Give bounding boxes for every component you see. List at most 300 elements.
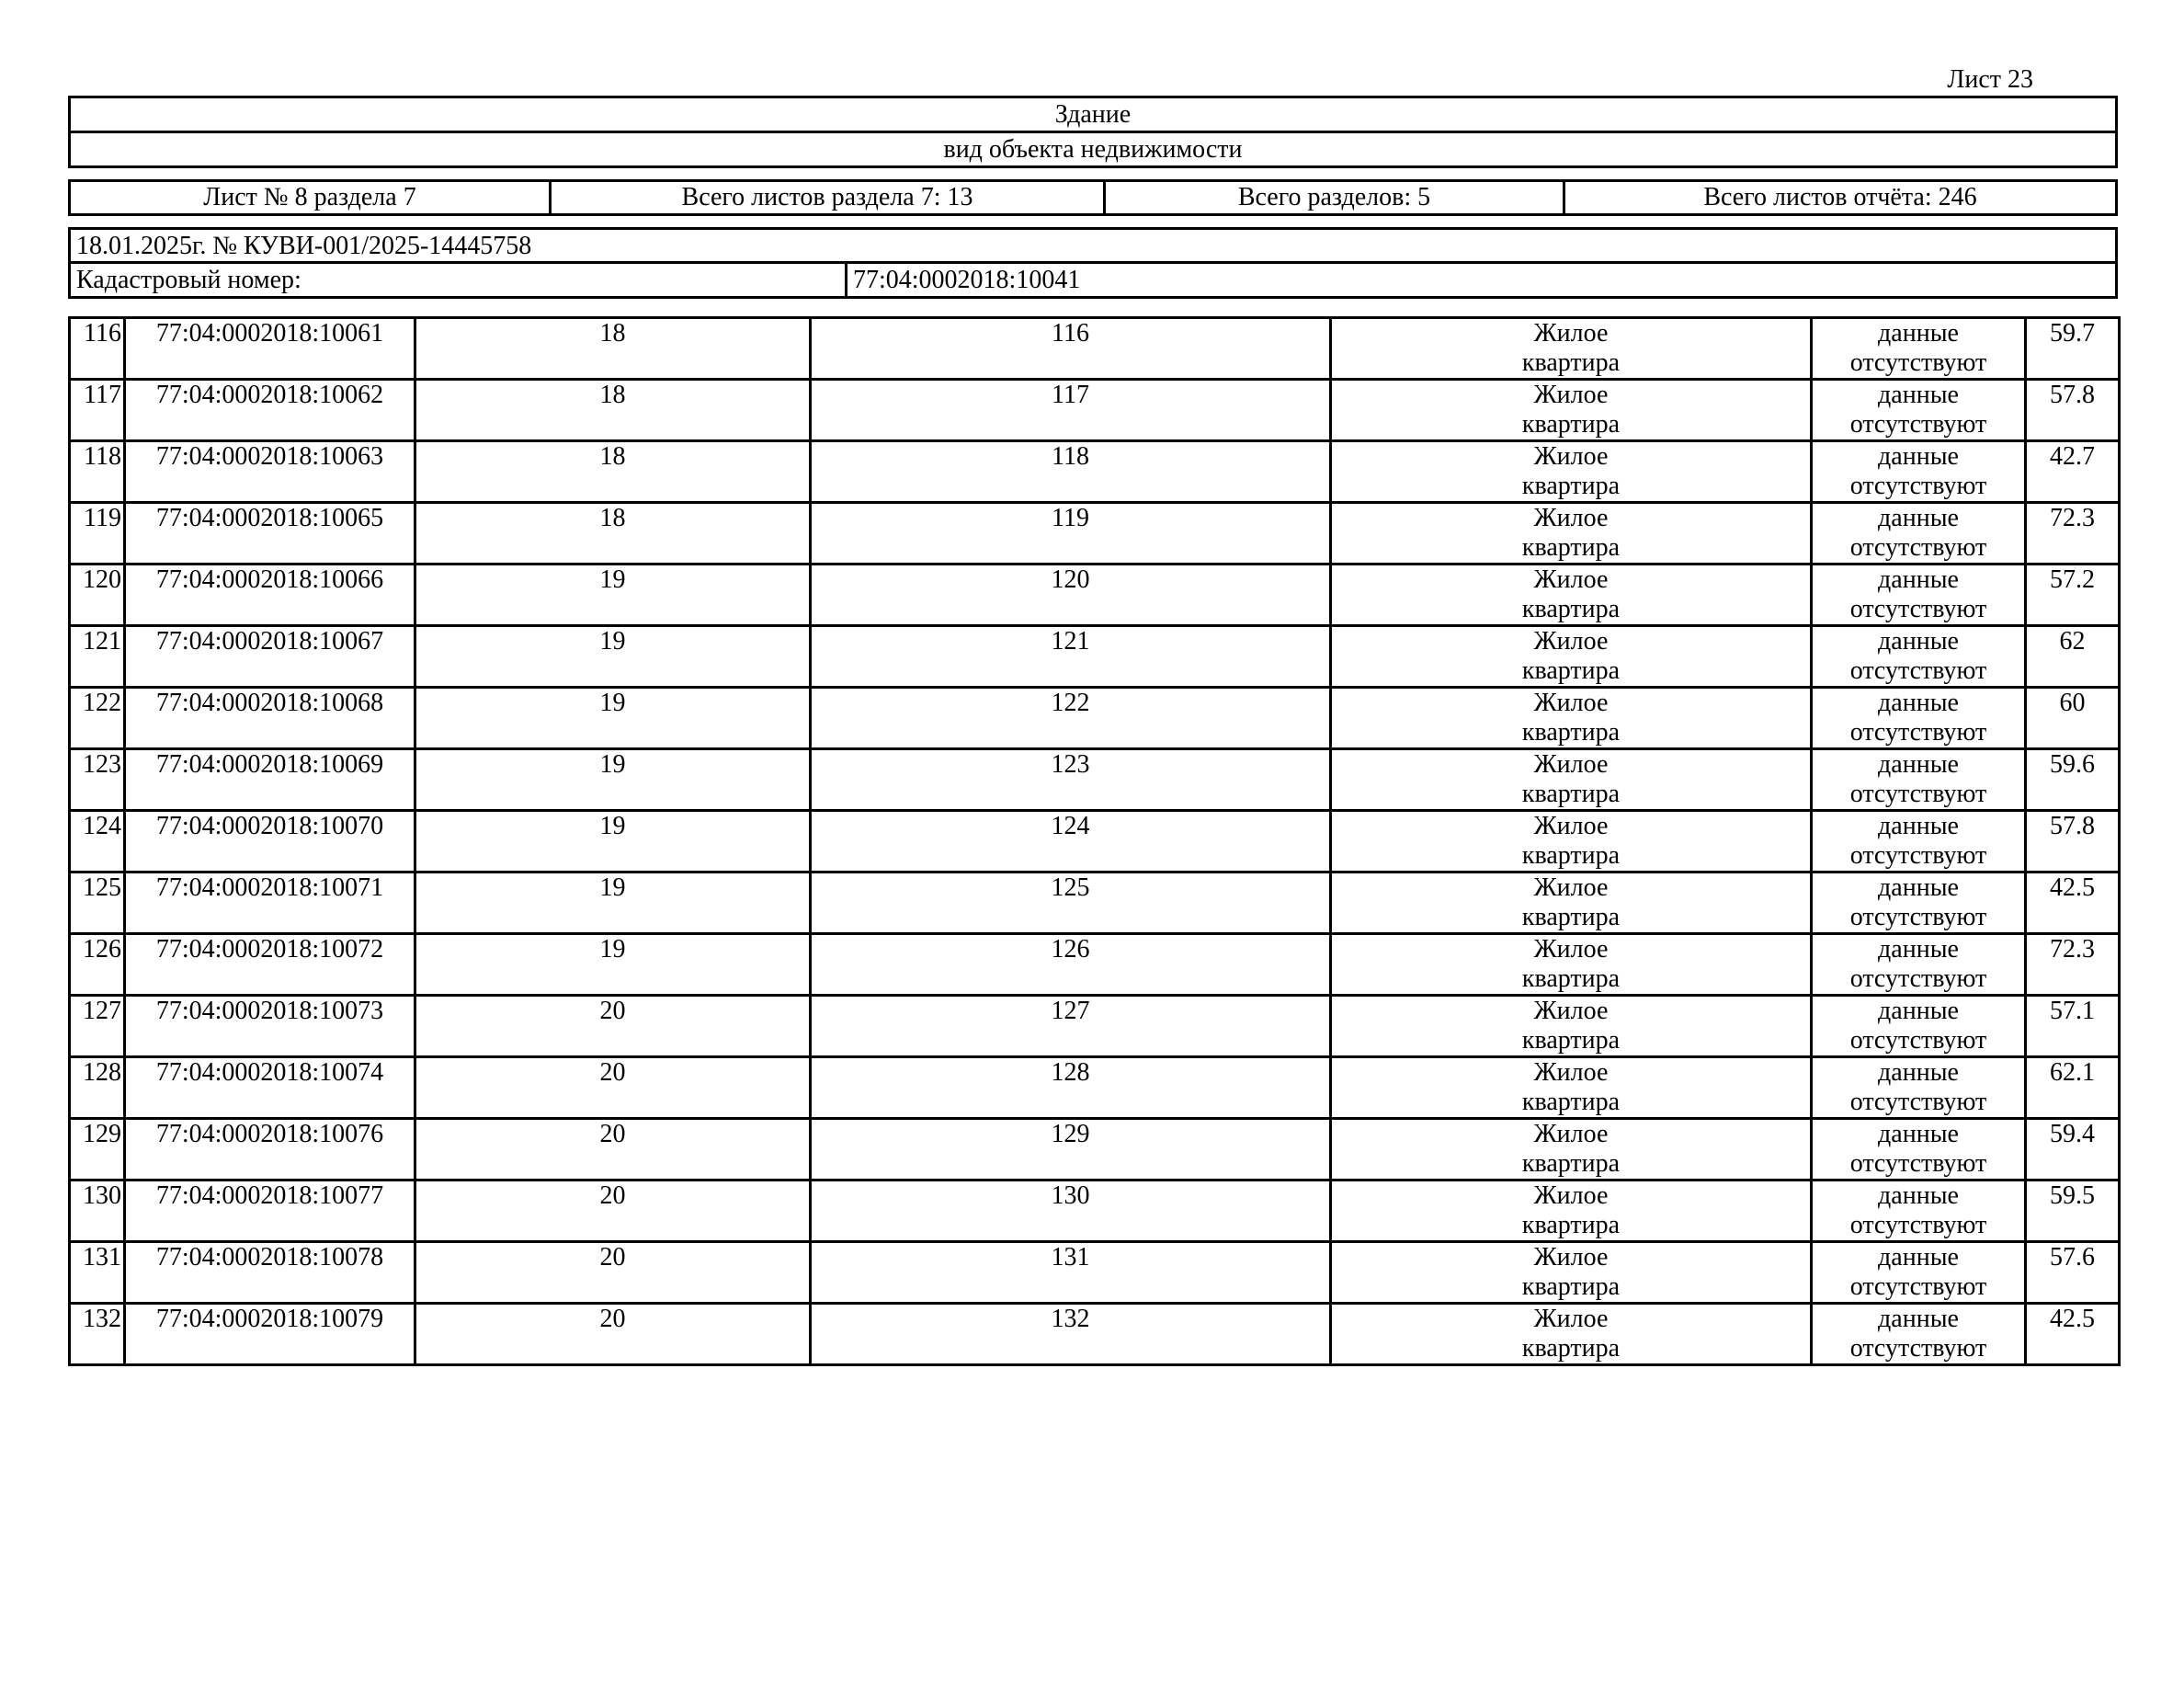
premises-kind-line-2: квартира (1521, 1149, 1621, 1178)
flat-number-cell (811, 441, 1331, 503)
flat-number-cell (811, 749, 1331, 811)
premises-kind-line-2: квартира (1521, 533, 1621, 562)
row-number-cell (70, 1304, 125, 1365)
premises-kind-cell (1331, 1119, 1812, 1180)
row-number-cell (70, 441, 125, 503)
flat-number-cell (811, 688, 1331, 749)
row-number-cell (70, 318, 125, 380)
premises-kind-line-1: Жилое (1533, 935, 1609, 964)
status-line-2: отсутствуют (1849, 1272, 1987, 1301)
premises-kind-line-2: квартира (1521, 841, 1621, 870)
premises-kind-cell (1331, 503, 1812, 565)
row-number-cell (70, 873, 125, 934)
status-cell (1812, 503, 2026, 565)
status-line-2: отсутствуют (1849, 533, 1987, 562)
floor-cell (415, 1057, 811, 1119)
total-sheets-section: Всего листов раздела 7: 13 (552, 182, 1106, 213)
cadastral-number-cell (125, 873, 415, 934)
table-row (70, 996, 2120, 1057)
area: 42.5 (2050, 873, 2095, 902)
status-cell (1812, 811, 2026, 873)
premises-kind-line-2: квартира (1521, 718, 1621, 747)
row-number-cell (70, 996, 125, 1057)
area-cell (2026, 1180, 2120, 1242)
area-cell (2026, 934, 2120, 996)
row-number: 117 (84, 381, 121, 409)
cadastral-number-cell (125, 934, 415, 996)
table-row (70, 749, 2120, 811)
cadastral-number: 77:04:0002018:10071 (155, 873, 384, 902)
flat-number: 129 (1051, 1120, 1090, 1148)
cadastral-number: 77:04:0002018:10062 (155, 381, 384, 409)
floor-cell (415, 1119, 811, 1180)
area-cell (2026, 380, 2120, 441)
flat-number: 118 (1052, 442, 1089, 471)
row-number: 123 (83, 750, 121, 779)
area-cell (2026, 441, 2120, 503)
status-cell (1812, 749, 2026, 811)
flat-number: 127 (1051, 997, 1090, 1025)
premises-kind-line-1: Жилое (1533, 1243, 1609, 1272)
floor: 18 (599, 504, 626, 532)
area-cell (2026, 1057, 2120, 1119)
flat-number: 125 (1051, 873, 1090, 902)
flat-number: 128 (1051, 1058, 1090, 1087)
cadastral-number-cell (125, 996, 415, 1057)
premises-kind-line-1: Жилое (1533, 1058, 1609, 1087)
premises-kind-line-1: Жилое (1533, 1120, 1609, 1148)
area: 42.7 (2050, 442, 2095, 471)
area-cell (2026, 688, 2120, 749)
premises-kind-cell (1331, 934, 1812, 996)
cadastral-number-cell (125, 1304, 415, 1365)
floor: 19 (599, 627, 626, 656)
premises-kind-line-1: Жилое (1533, 1305, 1609, 1333)
area: 57.8 (2050, 381, 2095, 409)
area: 72.3 (2050, 504, 2095, 532)
area-cell (2026, 996, 2120, 1057)
cadastral-number: 77:04:0002018:10078 (155, 1243, 384, 1272)
flat-number: 116 (1052, 319, 1089, 348)
row-number: 126 (83, 935, 121, 964)
flat-number: 130 (1051, 1181, 1090, 1210)
table-row (70, 380, 2120, 441)
area-cell (2026, 1242, 2120, 1304)
area: 57.6 (2050, 1243, 2095, 1272)
row-number: 122 (83, 689, 121, 717)
premises-kind-line-2: квартира (1521, 964, 1621, 993)
table-row (70, 318, 2120, 380)
flat-number-cell (811, 318, 1331, 380)
cadastral-number: 77:04:0002018:10076 (155, 1120, 384, 1148)
area: 59.4 (2050, 1120, 2095, 1148)
status-line-2: отсутствуют (1849, 780, 1987, 808)
floor-cell (415, 318, 811, 380)
floor-cell (415, 996, 811, 1057)
premises-kind-line-2: квартира (1521, 780, 1621, 808)
flat-number-cell (811, 626, 1331, 688)
sheet-number: Лист 23 (1947, 65, 2033, 94)
premises-kind-line-2: квартира (1521, 472, 1621, 500)
status-cell (1812, 441, 2026, 503)
row-number-cell (70, 749, 125, 811)
status-line-1: данные (1878, 1181, 1959, 1210)
table-row (70, 1304, 2120, 1365)
area: 57.2 (2050, 565, 2095, 594)
status-line-2: отсутствуют (1849, 656, 1987, 685)
status-line-2: отсутствуют (1849, 903, 1987, 931)
table-row (70, 934, 2120, 996)
flat-number: 126 (1051, 935, 1090, 964)
premises-kind-line-2: квартира (1521, 903, 1621, 931)
premises-kind-cell (1331, 1242, 1812, 1304)
premises-table (68, 316, 2121, 1366)
table-row (70, 503, 2120, 565)
status-line-1: данные (1878, 997, 1959, 1025)
row-number: 124 (83, 812, 121, 840)
status-line-1: данные (1878, 442, 1959, 471)
premises-kind-line-2: квартира (1521, 348, 1621, 377)
floor-cell (415, 1304, 811, 1365)
floor: 20 (599, 1058, 626, 1087)
status-line-1: данные (1878, 689, 1959, 717)
row-number-cell (70, 1057, 125, 1119)
floor-cell (415, 749, 811, 811)
row-number-cell (70, 380, 125, 441)
row-number: 121 (83, 627, 121, 656)
premises-kind-cell (1331, 811, 1812, 873)
area: 59.6 (2050, 750, 2095, 779)
row-number-cell (70, 1242, 125, 1304)
status-line-2: отсутствуют (1849, 718, 1987, 747)
status-line-1: данные (1878, 1120, 1959, 1148)
flat-number-cell (811, 1242, 1331, 1304)
status-line-1: данные (1878, 504, 1959, 532)
cadastral-number: 77:04:0002018:10079 (155, 1305, 384, 1333)
premises-kind-cell (1331, 1304, 1812, 1365)
status-cell (1812, 934, 2026, 996)
area-cell (2026, 1304, 2120, 1365)
cadastral-number-cell (125, 380, 415, 441)
premises-kind-cell (1331, 318, 1812, 380)
premises-kind-line-2: квартира (1521, 410, 1621, 439)
status-line-1: данные (1878, 1243, 1959, 1272)
status-line-1: данные (1878, 812, 1959, 840)
status-line-1: данные (1878, 873, 1959, 902)
status-line-1: данные (1878, 935, 1959, 964)
floor: 18 (599, 319, 626, 348)
premises-kind-cell (1331, 749, 1812, 811)
area: 59.7 (2050, 319, 2095, 348)
floor-cell (415, 688, 811, 749)
premises-kind-line-1: Жилое (1533, 381, 1609, 409)
premises-kind-cell (1331, 380, 1812, 441)
cadastral-number-cell (125, 749, 415, 811)
cadastral-value: 77:04:0002018:10041 (853, 266, 1081, 294)
floor: 20 (599, 1243, 626, 1272)
status-line-1: данные (1878, 1058, 1959, 1087)
premises-kind-line-2: квартира (1521, 1211, 1621, 1239)
premises-kind-line-1: Жилое (1533, 627, 1609, 656)
flat-number: 123 (1051, 750, 1090, 779)
premises-kind-cell (1331, 688, 1812, 749)
area-cell (2026, 811, 2120, 873)
area: 62.1 (2050, 1058, 2095, 1087)
row-number: 127 (83, 997, 121, 1025)
status-line-2: отсутствуют (1849, 472, 1987, 500)
row-number-cell (70, 811, 125, 873)
area-cell (2026, 749, 2120, 811)
status-line-1: данные (1878, 381, 1959, 409)
status-cell (1812, 380, 2026, 441)
row-number: 118 (84, 442, 121, 471)
cadastral-number: 77:04:0002018:10072 (155, 935, 384, 964)
object-type: Здание (71, 98, 2115, 133)
row-number-cell (70, 688, 125, 749)
premises-kind-cell (1331, 1180, 1812, 1242)
table-row (70, 1180, 2120, 1242)
row-number-cell (70, 503, 125, 565)
floor-cell (415, 1242, 811, 1304)
floor: 19 (599, 935, 626, 964)
premises-kind-line-2: квартира (1521, 656, 1621, 685)
cadastral-number: 77:04:0002018:10068 (155, 689, 384, 717)
cadastral-row (71, 264, 2115, 298)
table-row (70, 1242, 2120, 1304)
flat-number: 120 (1051, 565, 1090, 594)
cadastral-number-cell (125, 441, 415, 503)
premises-kind-line-1: Жилое (1533, 442, 1609, 471)
status-cell (1812, 688, 2026, 749)
sheet-of-section: Лист № 8 раздела 7 (71, 182, 552, 213)
floor-cell (415, 626, 811, 688)
floor: 19 (599, 565, 626, 594)
row-number: 125 (83, 873, 121, 902)
floor: 20 (599, 1305, 626, 1333)
cadastral-number: 77:04:0002018:10073 (155, 997, 384, 1025)
status-line-1: данные (1878, 565, 1959, 594)
table-row (70, 873, 2120, 934)
sheet-meta-bar (68, 179, 2118, 216)
status-line-2: отсутствуют (1849, 410, 1987, 439)
flat-number-cell (811, 811, 1331, 873)
floor-cell (415, 441, 811, 503)
premises-kind-line-1: Жилое (1533, 750, 1609, 779)
flat-number: 132 (1051, 1305, 1090, 1333)
table-row (70, 811, 2120, 873)
area: 57.1 (2050, 997, 2095, 1025)
status-line-2: отсутствуют (1849, 1026, 1987, 1055)
flat-number-cell (811, 1180, 1331, 1242)
table-row (70, 1057, 2120, 1119)
floor: 20 (599, 1120, 626, 1148)
cadastral-number: 77:04:0002018:10077 (155, 1181, 384, 1210)
table-row (70, 626, 2120, 688)
floor: 20 (599, 997, 626, 1025)
premises-kind-cell (1331, 996, 1812, 1057)
floor-cell (415, 934, 811, 996)
status-cell (1812, 626, 2026, 688)
area: 72.3 (2050, 935, 2095, 964)
area: 57.8 (2050, 812, 2095, 840)
flat-number-cell (811, 1119, 1331, 1180)
floor: 19 (599, 812, 626, 840)
status-line-1: данные (1878, 319, 1959, 348)
premises-kind-cell (1331, 1057, 1812, 1119)
status-cell (1812, 996, 2026, 1057)
status-line-1: данные (1878, 1305, 1959, 1333)
cadastral-number: 77:04:0002018:10063 (155, 442, 384, 471)
area: 60 (2059, 689, 2086, 717)
area-cell (2026, 873, 2120, 934)
row-number: 131 (83, 1243, 121, 1272)
row-number: 130 (83, 1181, 121, 1210)
table-row (70, 1119, 2120, 1180)
flat-number-cell (811, 1057, 1331, 1119)
status-cell (1812, 565, 2026, 626)
row-number: 120 (83, 565, 121, 594)
status-line-1: данные (1878, 627, 1959, 656)
premises-kind-line-1: Жилое (1533, 812, 1609, 840)
premises-kind-line-1: Жилое (1533, 319, 1609, 348)
flat-number-cell (811, 1304, 1331, 1365)
object-title-block (68, 96, 2118, 168)
status-line-1: данные (1878, 750, 1959, 779)
flat-number: 119 (1052, 504, 1089, 532)
floor-cell (415, 503, 811, 565)
flat-number-cell (811, 565, 1331, 626)
cadastral-number-cell (125, 811, 415, 873)
cadastral-number-cell (125, 1057, 415, 1119)
floor: 19 (599, 750, 626, 779)
flat-number-cell (811, 996, 1331, 1057)
row-number: 119 (84, 504, 121, 532)
status-cell (1812, 1119, 2026, 1180)
floor-cell (415, 380, 811, 441)
premises-kind-line-2: квартира (1521, 1026, 1621, 1055)
table-row (70, 565, 2120, 626)
cadastral-number: 77:04:0002018:10074 (155, 1058, 384, 1087)
cadastral-number: 77:04:0002018:10067 (155, 627, 384, 656)
cadastral-number: 77:04:0002018:10069 (155, 750, 384, 779)
cadastral-number: 77:04:0002018:10065 (155, 504, 384, 532)
row-number-cell (70, 626, 125, 688)
cadastral-number-cell (125, 318, 415, 380)
status-line-2: отсутствуют (1849, 1211, 1987, 1239)
table-row (70, 441, 2120, 503)
status-cell (1812, 1242, 2026, 1304)
floor-cell (415, 873, 811, 934)
total-sheets-report: Всего листов отчёта: 246 (1703, 183, 1977, 211)
area-cell (2026, 626, 2120, 688)
floor: 18 (599, 381, 626, 409)
cadastral-number-cell (125, 626, 415, 688)
premises-kind-cell (1331, 441, 1812, 503)
flat-number-cell (811, 934, 1331, 996)
cadastral-number-cell (125, 503, 415, 565)
premises-kind-line-1: Жилое (1533, 689, 1609, 717)
cadastral-number-cell (125, 688, 415, 749)
floor: 19 (599, 873, 626, 902)
flat-number: 131 (1051, 1243, 1090, 1272)
area: 59.5 (2050, 1181, 2095, 1210)
status-line-2: отсутствуют (1849, 841, 1987, 870)
premises-kind-cell (1331, 873, 1812, 934)
row-number: 132 (83, 1305, 121, 1333)
flat-number: 117 (1052, 381, 1089, 409)
status-line-2: отсутствуют (1849, 1149, 1987, 1178)
flat-number-cell (811, 380, 1331, 441)
floor: 19 (599, 689, 626, 717)
floor: 18 (599, 442, 626, 471)
table-row (70, 688, 2120, 749)
total-sections: Всего разделов: 5 (1106, 182, 1565, 213)
flat-number-cell (811, 873, 1331, 934)
floor: 20 (599, 1181, 626, 1210)
area-cell (2026, 318, 2120, 380)
status-cell (1812, 1180, 2026, 1242)
cadastral-number-cell (125, 1180, 415, 1242)
premises-kind-line-1: Жилое (1533, 504, 1609, 532)
row-number-cell (70, 565, 125, 626)
cadastral-number-cell (125, 1242, 415, 1304)
premises-table-body (70, 318, 2120, 1365)
cadastral-number: 77:04:0002018:10070 (155, 812, 384, 840)
status-cell (1812, 318, 2026, 380)
premises-kind-line-2: квартира (1521, 1334, 1621, 1363)
cadastral-number: 77:04:0002018:10066 (155, 565, 384, 594)
premises-kind-line-2: квартира (1521, 595, 1621, 623)
row-number: 128 (83, 1058, 121, 1087)
area-cell (2026, 565, 2120, 626)
premises-kind-line-1: Жилое (1533, 565, 1609, 594)
cadastral-label: Кадастровый номер: (71, 264, 847, 298)
premises-kind-cell (1331, 626, 1812, 688)
area-cell (2026, 1119, 2120, 1180)
floor-cell (415, 1180, 811, 1242)
row-number-cell (70, 1180, 125, 1242)
row-number-cell (70, 934, 125, 996)
row-number: 129 (83, 1120, 121, 1148)
flat-number: 124 (1051, 812, 1090, 840)
area: 62 (2059, 627, 2086, 656)
cadastral-number-cell (125, 1119, 415, 1180)
premises-kind-line-2: квартира (1521, 1088, 1621, 1116)
object-type-caption: вид объекта недвижимости (943, 135, 1243, 164)
premises-kind-cell (1331, 565, 1812, 626)
flat-number: 121 (1051, 627, 1090, 656)
status-cell (1812, 1057, 2026, 1119)
cadastral-number-cell (125, 565, 415, 626)
document-number: 18.01.2025г. № КУВИ-001/2025-14445758 (71, 230, 2115, 264)
premises-kind-line-1: Жилое (1533, 997, 1609, 1025)
row-number-cell (70, 1119, 125, 1180)
flat-number-cell (811, 503, 1331, 565)
premises-kind-line-1: Жилое (1533, 873, 1609, 902)
row-number: 116 (84, 319, 121, 348)
status-cell (1812, 873, 2026, 934)
area-cell (2026, 503, 2120, 565)
cadastral-number: 77:04:0002018:10061 (155, 319, 384, 348)
status-line-2: отсутствуют (1849, 348, 1987, 377)
status-line-2: отсутствуют (1849, 964, 1987, 993)
premises-kind-line-1: Жилое (1533, 1181, 1609, 1210)
status-cell (1812, 1304, 2026, 1365)
status-line-2: отсутствуют (1849, 1088, 1987, 1116)
area: 42.5 (2050, 1305, 2095, 1333)
floor-cell (415, 811, 811, 873)
status-line-2: отсутствуют (1849, 595, 1987, 623)
